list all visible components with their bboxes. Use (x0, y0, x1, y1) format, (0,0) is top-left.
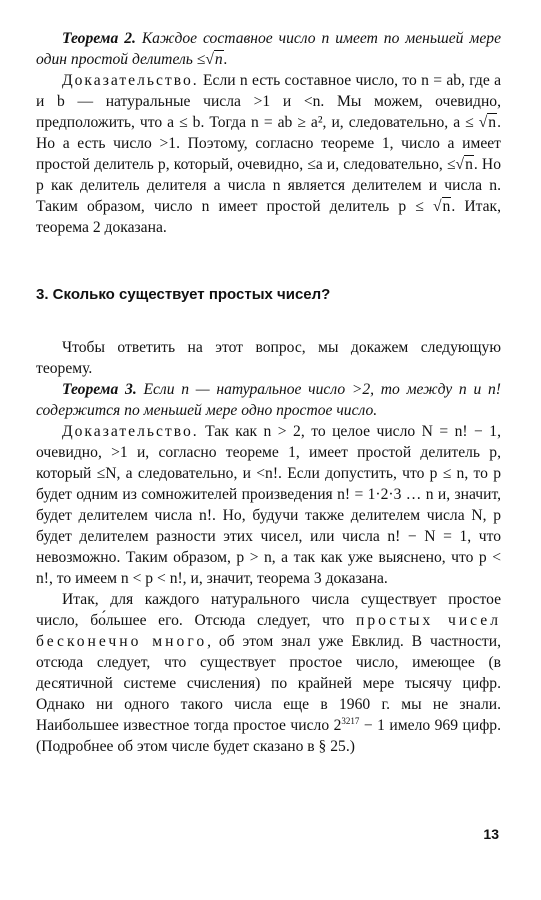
conclusion-paragraph (36, 589, 501, 757)
theorem-3-text: Если n — натуральное число >2, то между n и n! содержится по меньшей мере одно простое число. (36, 381, 501, 419)
intro-paragraph: Чтобы ответить на этот вопрос, мы докажем следующую теорему. (36, 339, 501, 377)
section-gap (36, 303, 501, 337)
proof-2-sqrt-1: n (488, 114, 497, 131)
theorem-2-text-c: . (223, 51, 228, 68)
proof-2-sqrt-2: n (465, 156, 473, 173)
theorem-2 (36, 28, 501, 70)
theorem-2-heading: Теорема 2. (62, 30, 136, 47)
proof-3 (36, 421, 501, 589)
theorem-2-text-b: имеет по меньшей мере один простой делитель ≤√ (36, 30, 501, 68)
section-3-title: 3. Сколько существует простых чисел? (36, 286, 331, 303)
conclusion-text-2: , об этом знал уже Евклид. В частности, отсюда следует, что существует простое число, имеющее (в десятичной системе счисления) по крайней мере тысячу цифр. Однако ни одного такого числа еще в 1960 г. мы не знали. Наибольшее известное тогда простое число 2 (36, 633, 501, 734)
theorem-2-var-n: n (321, 30, 330, 47)
proof-2 (36, 70, 501, 238)
proof-3-text: Так как n > 2, то целое число N = n! − 1, очевидно, >1 и, согласно теореме 1, имеет простой делитель p, который ≤N, а следовательно, и <n!. Если допустить, что p ≤ n, то p будет одним из сомножителей произведения n! = 1·2·3 … n и, значит, будет делителем числа n!. Но, будучи также делителем числа N, p будет делителем разности этих чисел, или числа n! − N = 1, что невозможно. Таким образом, p > n, а так как уже выяснено, что p < n!, то имеем n < p < n!, и, значит, теорема 3 доказана. (36, 423, 501, 587)
proof-2-text-3: . Но p как делитель делителя a числа n является делителем и числа n. Таким образом, число n имеет простой делитель p ≤ √ (36, 156, 501, 215)
conclusion-text-3: − 1 имело 969 цифр. (Подробнее об этом числе будет сказано в § 25.) (36, 717, 501, 755)
proof-3-heading: Доказательство. (62, 423, 199, 440)
conclusion-text-1: Итак, для каждого натурального числа существует простое число, бо́льшее его. Отсюда следует, что (36, 591, 501, 629)
proof-2-text-1: Если n есть составное число, то n = ab, где a и b — натуральные числа >1 и <n. Мы можем, очевидно, предположить, что a ≤ b. Тогда n = ab ≥ a², и, следовательно, a ≤ √ (36, 72, 501, 131)
theorem-3-heading: Теорема 3. (62, 381, 137, 398)
proof-2-sqrt-3: n (442, 198, 451, 215)
theorem-3 (36, 379, 501, 421)
proof-2-heading: Доказательство. (62, 72, 199, 89)
proof-2-text-4: . Итак, теорема 2 доказана. (36, 198, 501, 236)
page-number: 13 (483, 826, 499, 842)
proof-2-text-2: . Но a есть число >1. Поэтому, согласно теореме 1, число a имеет простой делитель p, который, очевидно, ≤a и, следовательно, ≤√ (36, 114, 501, 173)
conclusion-emphasis: простых чисел бесконечно много (36, 612, 501, 650)
conclusion-exponent: 3217 (341, 715, 360, 726)
theorem-2-text-a: Каждое составное число (135, 30, 322, 47)
theorem-2-sqrt-radicand: n (214, 51, 223, 68)
